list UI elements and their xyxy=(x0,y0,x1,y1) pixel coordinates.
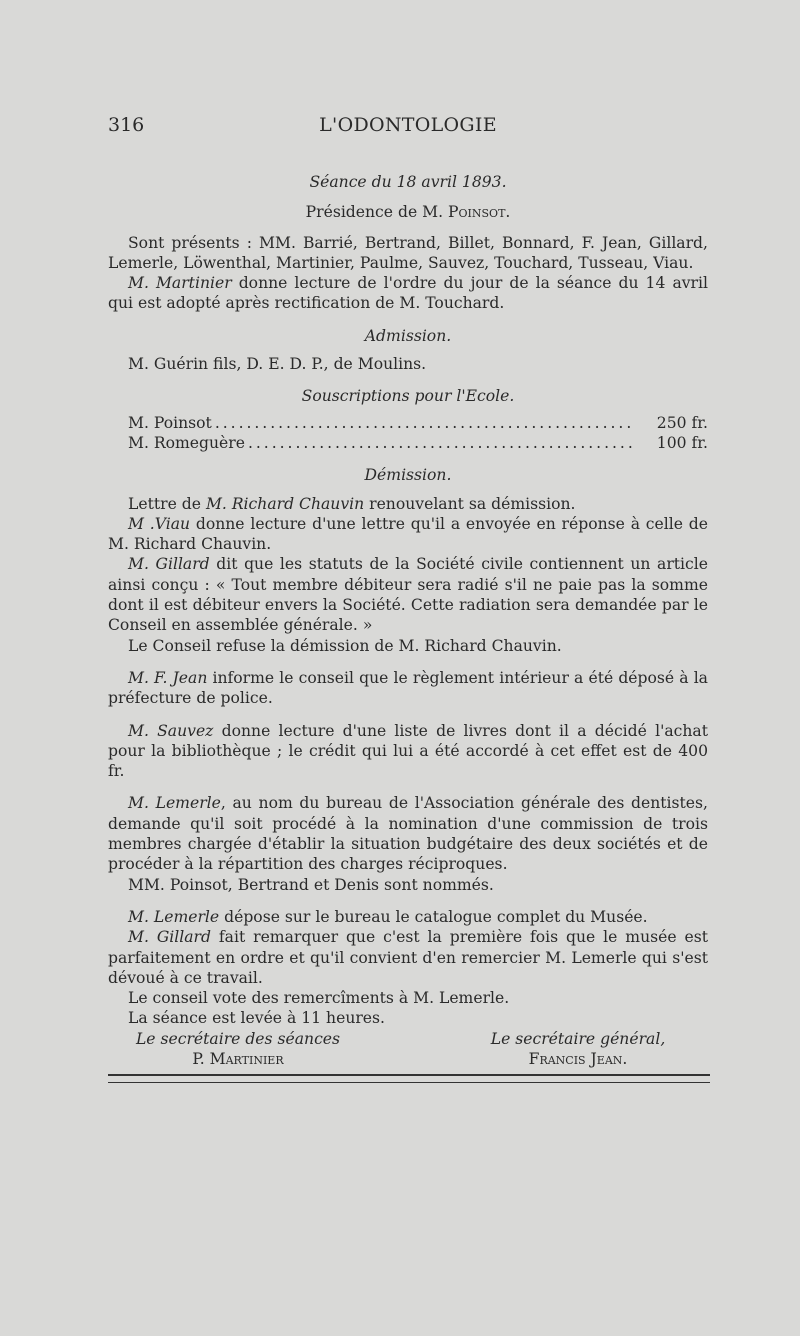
demission-p3-text: dit que les statuts de la Société civile contiennent un article ainsi conçu : « Tout membre débiteur sera radié s'il ne paie pas la somme dont il est débiteur envers la Société. Cette radiation sera demandée par le Conseil en assemblée générale. » xyxy=(108,555,708,635)
demission-p1-name: M. Richard Chauvin xyxy=(205,494,365,513)
lemerle-paragraph xyxy=(108,793,708,874)
page-body xyxy=(108,172,708,1069)
end-rule xyxy=(108,1074,710,1083)
lecture-name: M. Martinier xyxy=(128,274,232,293)
sauvez-name: M. Sauvez xyxy=(128,721,214,740)
signature-left-title: Le secrétaire des séances xyxy=(135,1029,341,1048)
lemerle-text: , au nom du bureau de l'Association générale des dentistes, demande qu'il soit procédé à la nomination d'une commission de trois membres chargée d'établir la situation budgétaire des deux sociétés et de procéder à la répartition des charges réciproques. xyxy=(108,794,708,874)
catalogue-paragraph-1 xyxy=(108,907,708,927)
lecture-paragraph xyxy=(108,273,708,314)
souscription-row xyxy=(108,433,708,453)
souscription-name: M. Romeguère xyxy=(128,433,245,452)
admission-text: M. Guérin fils, D. E. D. P., de Moulins. xyxy=(128,355,427,374)
leader-dots xyxy=(215,413,635,433)
lecture-text: donne lecture de l'ordre du jour de la séance du 14 avril qui est adopté après rectification de M. Touchard. xyxy=(108,274,708,313)
lemerle-name: M. Lemerle xyxy=(128,794,221,813)
signature-right xyxy=(448,1029,708,1070)
catalogue-paragraph-4: La séance est levée à 11 heures. xyxy=(128,1009,385,1028)
jean-name: M. F. Jean xyxy=(128,668,208,687)
catalogue-p1-name: M. Lemerle xyxy=(128,907,220,926)
presidence-line xyxy=(108,202,708,222)
signature-right-title: Le secrétaire général, xyxy=(490,1029,666,1048)
souscriptions-heading: Souscriptions pour l'Ecole. xyxy=(301,387,515,406)
demission-p2-text: donne lecture d'une lettre qu'il a envoyée en réponse à celle de M. Richard Chauvin. xyxy=(108,514,708,554)
catalogue-p2-name: M. Gillard xyxy=(128,928,211,947)
page-header xyxy=(108,114,708,140)
signature-left xyxy=(108,1029,368,1070)
sauvez-paragraph xyxy=(108,721,708,782)
demission-p3-name: M. Gillard xyxy=(128,555,210,574)
presents-paragraph: Sont présents : MM. Barrié, Bertrand, Billet, Bonnard, F. Jean, Gillard, Lemerle, Löwenthal, Martinier, Paulme, Sauvez, Touchard, Tusseau, Viau. xyxy=(108,233,708,272)
catalogue-paragraph-3: Le conseil vote des remercîments à M. Lemerle. xyxy=(128,989,510,1008)
presidence-prefix: Présidence de M. xyxy=(305,203,449,222)
jean-text: informe le conseil que le règlement intérieur a été déposé à la préfecture de police. xyxy=(108,668,708,708)
sauvez-text: donne lecture d'une liste de livres dont il a décidé l'achat pour la bibliothèque ; le crédit qui lui a été accordé à cet effet est de 400 fr. xyxy=(108,721,708,781)
signature-left-name: P. Martinier xyxy=(192,1049,284,1068)
souscription-row xyxy=(108,413,708,433)
demission-paragraph-2 xyxy=(108,514,708,555)
souscription-amount: 250 fr. xyxy=(656,413,708,432)
souscription-amount: 100 fr. xyxy=(656,433,708,452)
demission-heading: Démission. xyxy=(364,466,452,485)
signature-right-name: Francis Jean. xyxy=(528,1049,628,1068)
demission-paragraph-1 xyxy=(108,494,708,514)
catalogue-paragraph-2 xyxy=(108,927,708,988)
demission-p1-prefix: Lettre de xyxy=(128,494,206,513)
session-title: Séance du 18 avril 1893. xyxy=(309,173,507,191)
page-number: 316 xyxy=(108,114,145,136)
demission-paragraph-4: Le Conseil refuse la démission de M. Richard Chauvin. xyxy=(128,636,562,655)
catalogue-p1-text: dépose sur le bureau le catalogue complet du Musée. xyxy=(219,907,648,926)
journal-title: L'ODONTOLOGIE xyxy=(319,114,497,136)
demission-p2-name: M .Viau xyxy=(128,514,191,533)
demission-p1-suffix: renouvelant sa démission. xyxy=(364,494,576,513)
nommes-paragraph: MM. Poinsot, Bertrand et Denis sont nommés. xyxy=(128,875,494,894)
demission-paragraph-3 xyxy=(108,554,708,635)
admission-heading: Admission. xyxy=(364,326,452,345)
jean-paragraph xyxy=(108,668,708,709)
souscription-name: M. Poinsot xyxy=(128,413,212,432)
signatures xyxy=(108,1029,708,1070)
leader-dots xyxy=(248,433,635,453)
catalogue-p2-text: fait remarquer que c'est la première fois que le musée est parfaitement en ordre et qu'il convient d'en remercier M. Lemerle qui s'est dévoué à ce travail. xyxy=(108,928,708,987)
presidence-name: Poinsot. xyxy=(448,203,511,222)
